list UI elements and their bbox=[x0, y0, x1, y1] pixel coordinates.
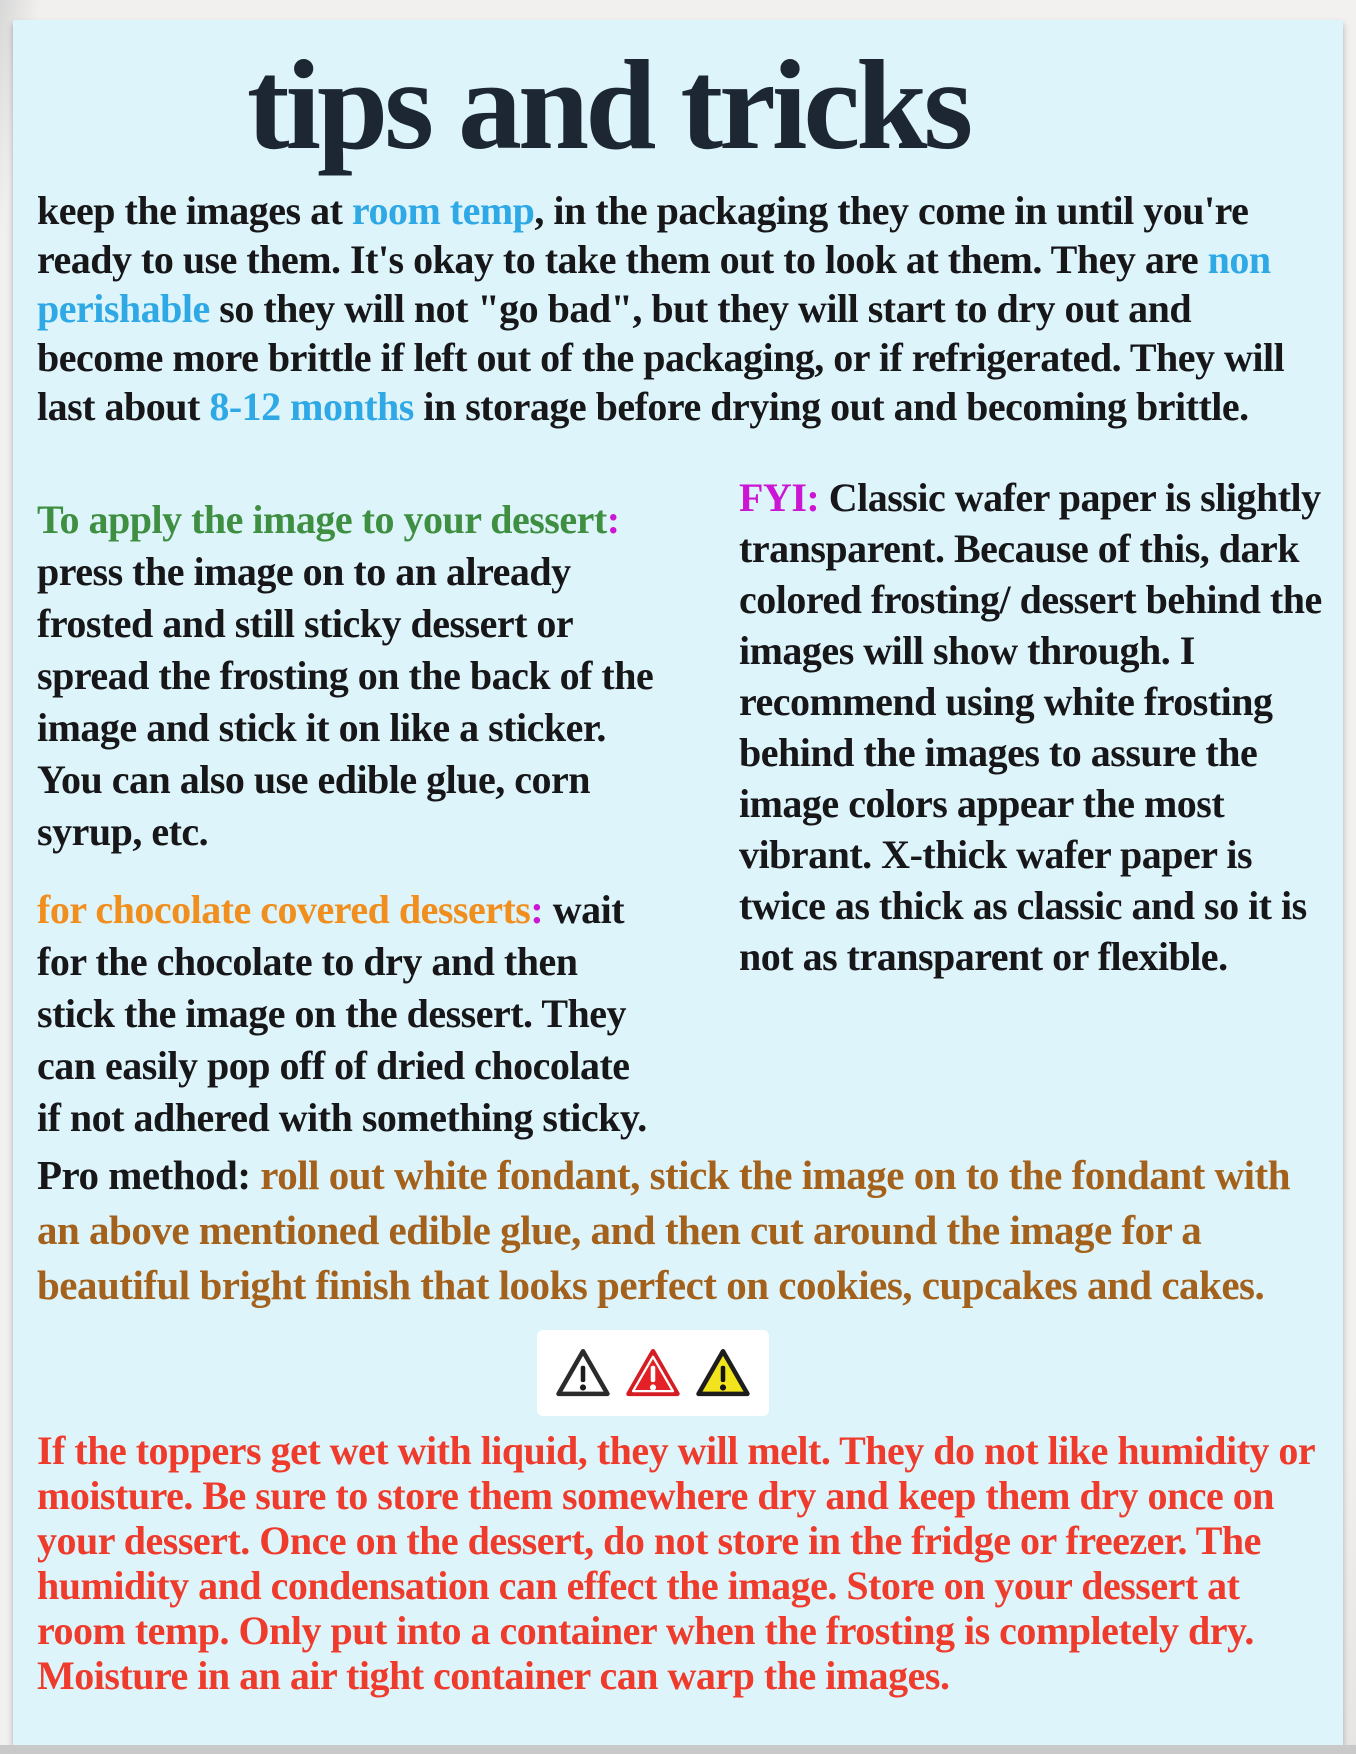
text-segment-orange: for chocolate covered desserts bbox=[37, 887, 531, 932]
text-segment-blue: room temp bbox=[351, 188, 535, 233]
pro-method-paragraph bbox=[37, 1148, 1327, 1313]
chocolate-section bbox=[37, 884, 661, 1144]
text-segment-magenta: : bbox=[530, 887, 544, 932]
warning-triangle-red-icon bbox=[624, 1346, 682, 1400]
warning-icons-box bbox=[537, 1330, 769, 1416]
left-column bbox=[37, 494, 661, 1144]
text-segment-blue: 8-12 months bbox=[209, 384, 414, 429]
text-segment-black: keep the images at bbox=[37, 188, 352, 233]
apply-section bbox=[37, 494, 661, 858]
text-segment-blue: non perishable bbox=[37, 237, 1271, 331]
text-segment-red: If the toppers get wet with liquid, they will melt. They do not like humidity or moisture. Be sure to store them somewhere dry and keep them dry once on your dessert. Once on the dessert, do not store in the fridge or freezer. The humidity and condensation can effect the image. Store on your dessert at room temp. Only put into a container when the frosting is completely dry. Moisture in an air tight container can warp the images. bbox=[37, 1428, 1315, 1698]
fyi-section bbox=[739, 472, 1337, 982]
page-shadow-strip bbox=[0, 1745, 1356, 1754]
text-segment-black: , in the packaging they come in until you're ready to use them. It's okay to take them out to look at them. They are bbox=[37, 188, 1249, 282]
text-segment-black: wait for the chocolate to dry and then stick the image on the dessert. They can easily pop off of dried chocolate if not adhered with something sticky. bbox=[37, 887, 647, 1140]
text-segment-black: press the image on to an already frosted and still sticky dessert or spread the frosting on the back of the image and stick it on like a sticker. You can also use edible glue, corn syrup, etc. bbox=[37, 549, 654, 854]
text-segment-black: Classic wafer paper is slightly transparent. Because of this, dark colored frosting/ dessert behind the images will show through. I recommend using white frosting behind the images to assure the image colors appear the most vibrant. X-thick wafer paper is twice as thick as classic and so it is not as transparent or flexible. bbox=[739, 475, 1322, 979]
text-segment-black: in storage before drying out and becoming brittle. bbox=[413, 384, 1249, 429]
text-segment-green: To apply the image to your dessert bbox=[37, 497, 607, 542]
page-title: tips and tricks bbox=[246, 34, 970, 176]
document-page bbox=[13, 20, 1343, 1747]
warning-triangle-outline-icon bbox=[554, 1346, 612, 1400]
text-segment-black: Pro method: bbox=[37, 1152, 251, 1198]
text-segment-black: so they will not "go bad", but they will start to dry out and become more brittle if left out of the packaging, or if refrigerated. They will last about bbox=[37, 286, 1285, 429]
intro-paragraph bbox=[37, 186, 1323, 431]
storage-warning-paragraph bbox=[37, 1428, 1335, 1698]
text-segment-magenta: FYI: bbox=[739, 475, 820, 520]
warning-triangle-yellow-icon bbox=[694, 1346, 752, 1400]
text-segment-brown: roll out white fondant, stick the image on to the fondant with an above mentioned edible glue, and then cut around the image for a beautiful bright finish that looks perfect on cookies, cupcakes and cakes. bbox=[37, 1152, 1291, 1308]
right-column bbox=[739, 472, 1337, 982]
text-segment-magenta: : bbox=[606, 497, 620, 542]
